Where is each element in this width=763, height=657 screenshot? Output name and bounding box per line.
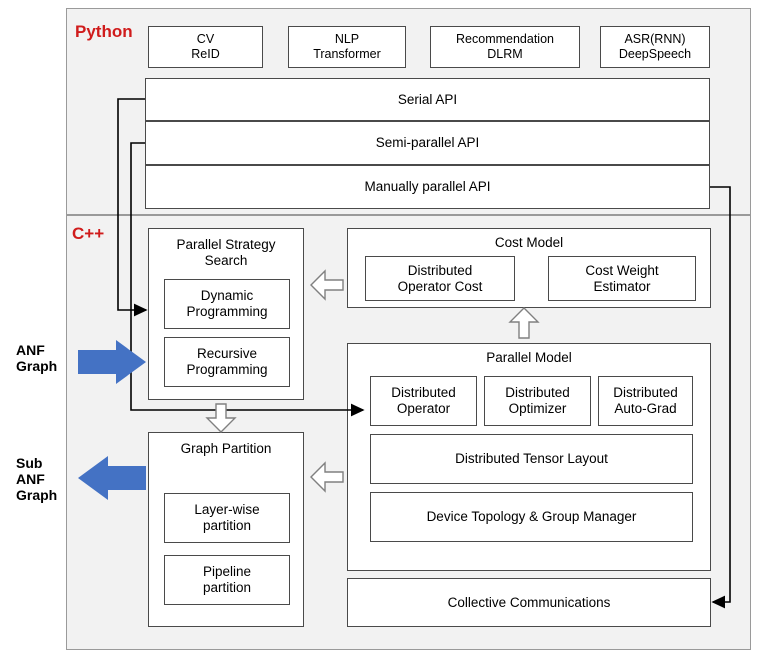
app-cv-reid-line2: ReID [191,47,220,61]
parallel-model-group [347,343,711,571]
cpp-section-label: C++ [72,224,105,243]
distributed-tensor-layout-box [370,434,693,484]
parallel-strategy-search-title: Parallel Strategy Search [176,237,276,268]
device-topology-group-manager-box [370,492,693,542]
api-serial-label: Serial API [397,91,458,107]
anf-graph-input-label: ANF Graph [16,342,58,375]
cost-model-group [347,228,711,308]
app-box-cv-reid [148,26,263,68]
collective-communications-label: Collective Communications [447,594,611,610]
app-box-nlp-transformer [288,26,406,68]
cost-model-title: Cost Model [494,235,564,250]
distributed-operator-box: Distributed Operator [370,376,477,426]
api-box-serial [145,78,710,121]
app-nlp-line2: Transformer [313,47,381,61]
app-rec-line2: DLRM [487,47,523,61]
distributed-operator-cost-box: Distributed Operator Cost [365,256,515,301]
sub-anf-graph-output-label: Sub ANF Graph [16,455,58,504]
graph-partition-group [148,432,304,627]
parallel-strategy-search-group [148,228,304,400]
dynamic-programming-box: Dynamic Programming [164,279,290,329]
app-box-recommendation-dlrm [430,26,580,68]
app-asr-line1: ASR(RNN) [624,32,686,47]
parallel-model-title: Parallel Model [486,350,572,365]
app-rec-line1: Recommendation [456,32,554,47]
pipeline-partition-box: Pipeline partition [164,555,290,605]
recursive-programming-box: Recursive Programming [164,337,290,387]
api-semi-parallel-label: Semi-parallel API [375,135,480,151]
app-cv-reid-line1: CV [196,32,215,47]
collective-communications-box [347,578,711,627]
distributed-optimizer-box: Distributed Optimizer [484,376,591,426]
app-box-asr-deepspeech [600,26,710,68]
cost-weight-estimator-box: Cost Weight Estimator [548,256,696,301]
layer-wise-partition-box: Layer-wise partition [164,493,290,543]
api-box-manually-parallel [145,165,710,209]
device-topology-label: Device Topology & Group Manager [426,509,637,525]
app-nlp-line1: NLP [334,32,360,47]
python-section-label: Python [75,22,133,41]
distributed-auto-grad-box: Distributed Auto-Grad [598,376,693,426]
api-box-semi-parallel [145,121,710,165]
distributed-tensor-layout-label: Distributed Tensor Layout [455,451,608,467]
graph-partition-title: Graph Partition [180,441,272,456]
app-asr-line2: DeepSpeech [618,47,692,61]
api-manually-parallel-label: Manually parallel API [364,179,491,195]
